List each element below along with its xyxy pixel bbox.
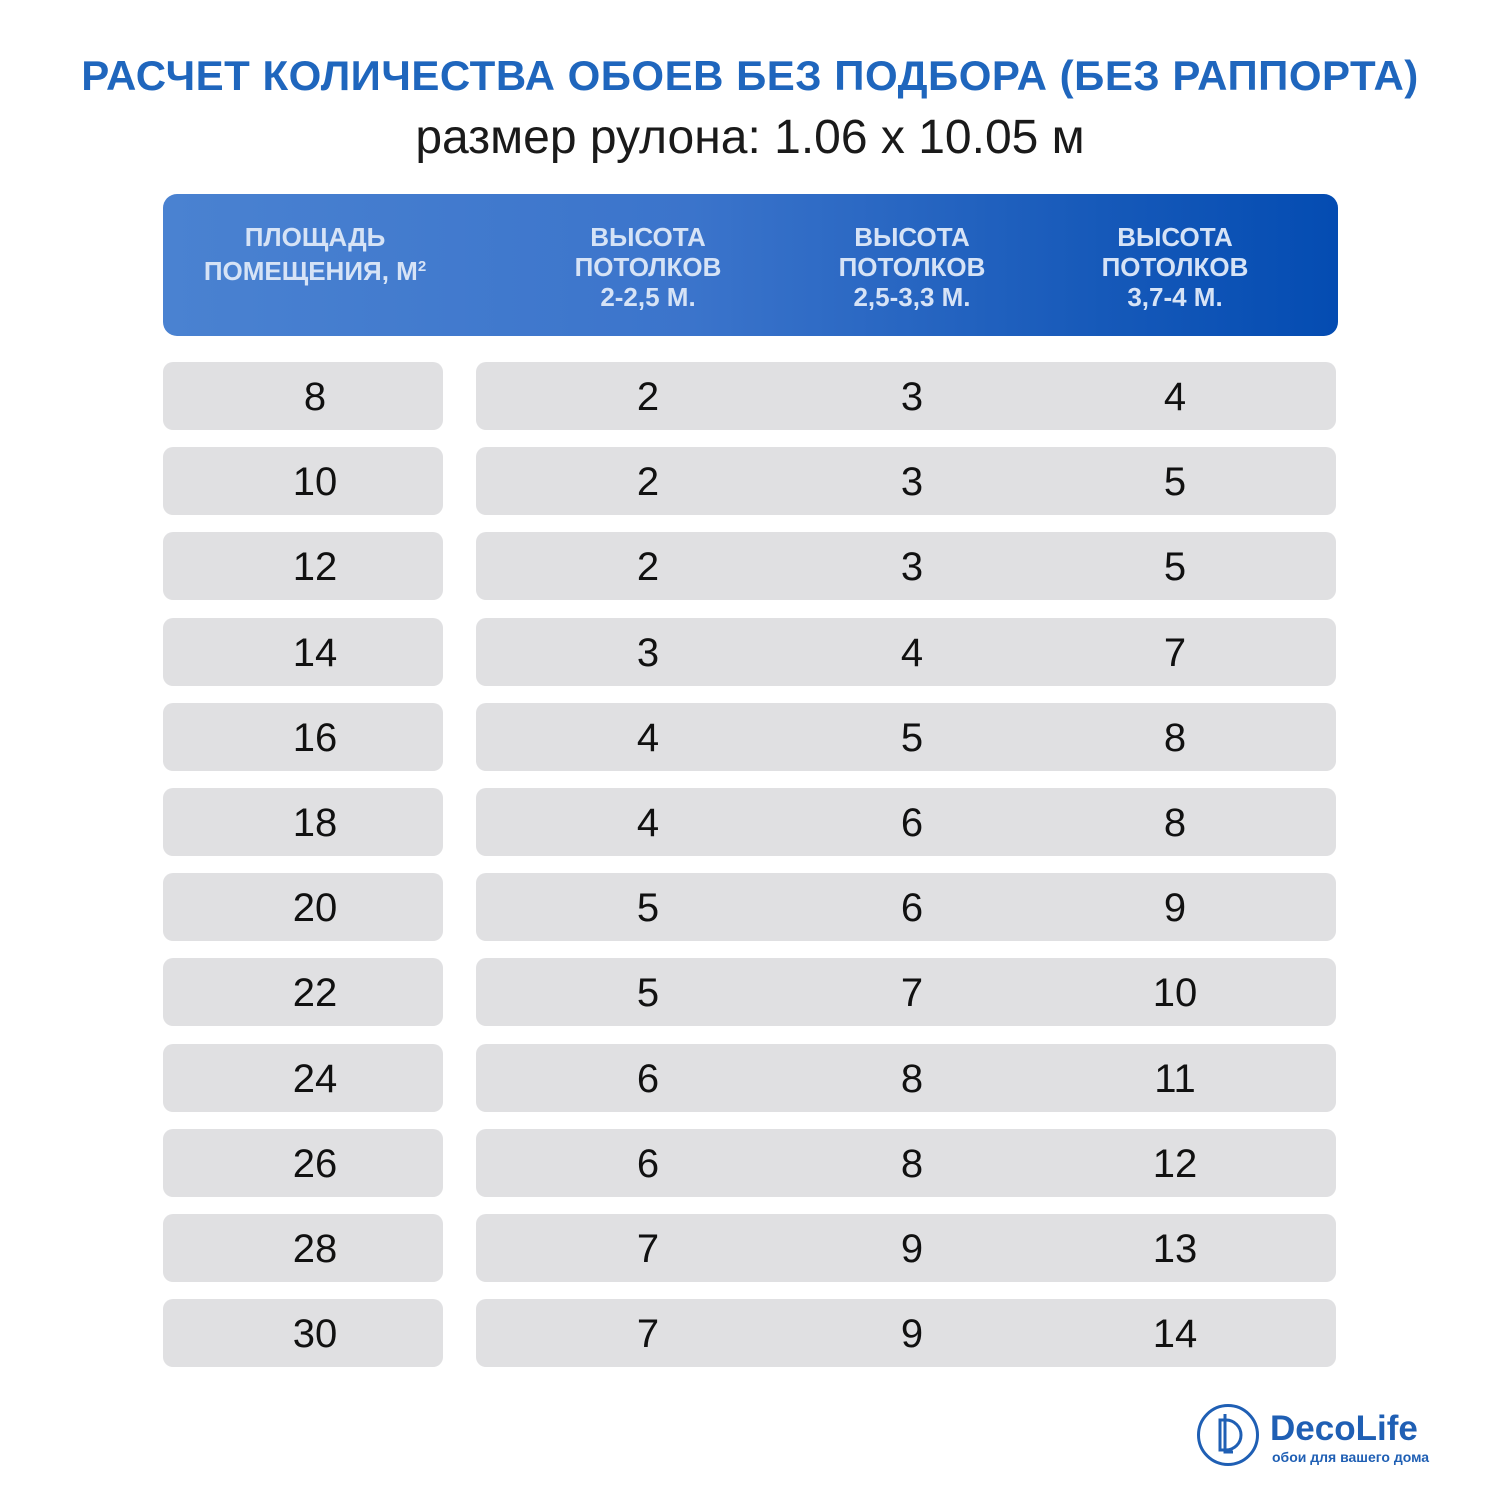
cell-area: 14 (292, 631, 338, 675)
table-row (163, 958, 1336, 1026)
cell-rolls-2-2-5: 2 (636, 545, 660, 589)
cell-rolls-2-2-5: 6 (636, 1142, 660, 1186)
cell-rolls-3-7-4: 12 (1152, 1142, 1198, 1186)
cell-rolls-3-7-4: 8 (1163, 801, 1187, 845)
cell-rolls-2-2-5: 5 (636, 971, 660, 1015)
cell-rolls-2-5-3-3: 4 (900, 631, 924, 675)
cell-area: 20 (292, 886, 338, 930)
cell-area: 16 (292, 716, 338, 760)
cell-rolls-2-2-5: 3 (636, 631, 660, 675)
cell-rolls-2-2-5: 2 (636, 460, 660, 504)
cell-rolls-2-2-5: 4 (636, 716, 660, 760)
cell-rolls-2-2-5: 7 (636, 1227, 660, 1271)
decolife-logo-icon (1196, 1403, 1260, 1467)
cell-rolls-2-5-3-3: 7 (900, 971, 924, 1015)
cell-area: 18 (292, 801, 338, 845)
header-area-sup: 2 (417, 258, 427, 275)
page-subtitle: размер рулона: 1.06 x 10.05 м (415, 111, 1085, 164)
cell-rolls-3-7-4: 11 (1154, 1057, 1196, 1101)
cell-rolls-3-7-4: 4 (1163, 375, 1187, 419)
table-row (163, 1214, 1336, 1282)
cell-rolls-3-7-4: 5 (1163, 545, 1187, 589)
brand-tagline: обои для вашего дома (1272, 1449, 1430, 1465)
cell-rolls-2-2-5: 7 (636, 1312, 660, 1356)
cell-rolls-2-5-3-3: 9 (900, 1312, 924, 1356)
table-row (163, 703, 1336, 771)
header-area-line1: ПЛОЩАДЬ (244, 222, 386, 252)
table-row (163, 532, 1336, 600)
cell-area: 28 (292, 1227, 338, 1271)
header-height-1 (563, 222, 733, 312)
header-height-1-line1: ВЫСОТА (590, 222, 706, 252)
header-height-1-line2: ПОТОЛКОВ (574, 252, 722, 282)
table-row (163, 362, 1336, 430)
cell-rolls-3-7-4: 10 (1152, 971, 1198, 1015)
table-row (163, 618, 1336, 686)
cell-rolls-3-7-4: 8 (1163, 716, 1187, 760)
cell-rolls-2-5-3-3: 6 (900, 886, 924, 930)
cell-rolls-2-5-3-3: 3 (900, 460, 924, 504)
cell-rolls-2-5-3-3: 8 (900, 1057, 924, 1101)
cell-rolls-2-5-3-3: 5 (900, 716, 924, 760)
cell-area: 10 (292, 460, 338, 504)
table-row (163, 873, 1336, 941)
header-height-2-line3: 2,5-3,3 М. (853, 282, 971, 312)
cell-rolls-2-2-5: 4 (636, 801, 660, 845)
cell-rolls-3-7-4: 14 (1152, 1312, 1198, 1356)
header-height-2-line2: ПОТОЛКОВ (838, 252, 986, 282)
header-height-1-line3: 2-2,5 М. (600, 282, 696, 312)
header-height-3-line3: 3,7-4 М. (1127, 282, 1223, 312)
header-height-3-line1: ВЫСОТА (1117, 222, 1233, 252)
table-row (163, 1299, 1336, 1367)
cell-area: 8 (303, 375, 327, 419)
cell-area: 30 (292, 1312, 338, 1356)
cell-rolls-2-5-3-3: 9 (900, 1227, 924, 1271)
header-height-2-line1: ВЫСОТА (854, 222, 970, 252)
header-area (163, 222, 467, 286)
header-height-3 (1090, 222, 1260, 312)
cell-area: 24 (292, 1057, 338, 1101)
brand-name: DecoLife (1270, 1409, 1418, 1448)
cell-rolls-2-5-3-3: 3 (900, 545, 924, 589)
cell-area: 26 (292, 1142, 338, 1186)
cell-rolls-2-5-3-3: 3 (900, 375, 924, 419)
cell-area: 12 (292, 545, 338, 589)
cell-rolls-3-7-4: 13 (1152, 1227, 1198, 1271)
table-row (163, 1044, 1336, 1112)
cell-rolls-2-2-5: 5 (636, 886, 660, 930)
table-row (163, 1129, 1336, 1197)
cell-rolls-3-7-4: 9 (1163, 886, 1187, 930)
table-row (163, 788, 1336, 856)
header-area-line2: ПОМЕЩЕНИЯ, $М^2$ (203, 256, 427, 286)
cell-rolls-3-7-4: 5 (1163, 460, 1187, 504)
table-header (163, 194, 1338, 336)
cell-rolls-3-7-4: 7 (1163, 631, 1187, 675)
cell-rolls-2-2-5: 2 (636, 375, 660, 419)
decolife-logo (1196, 1403, 1466, 1471)
page-title: РАСЧЕТ КОЛИЧЕСТВА ОБОЕВ БЕЗ ПОДБОРА (БЕЗ РАППОРТА) (81, 52, 1419, 99)
table-row (163, 447, 1336, 515)
cell-rolls-2-5-3-3: 8 (900, 1142, 924, 1186)
cell-rolls-2-2-5: 6 (636, 1057, 660, 1101)
cell-area: 22 (292, 971, 338, 1015)
header-height-3-line2: ПОТОЛКОВ (1101, 252, 1249, 282)
cell-rolls-2-5-3-3: 6 (900, 801, 924, 845)
header-height-2 (827, 222, 997, 312)
